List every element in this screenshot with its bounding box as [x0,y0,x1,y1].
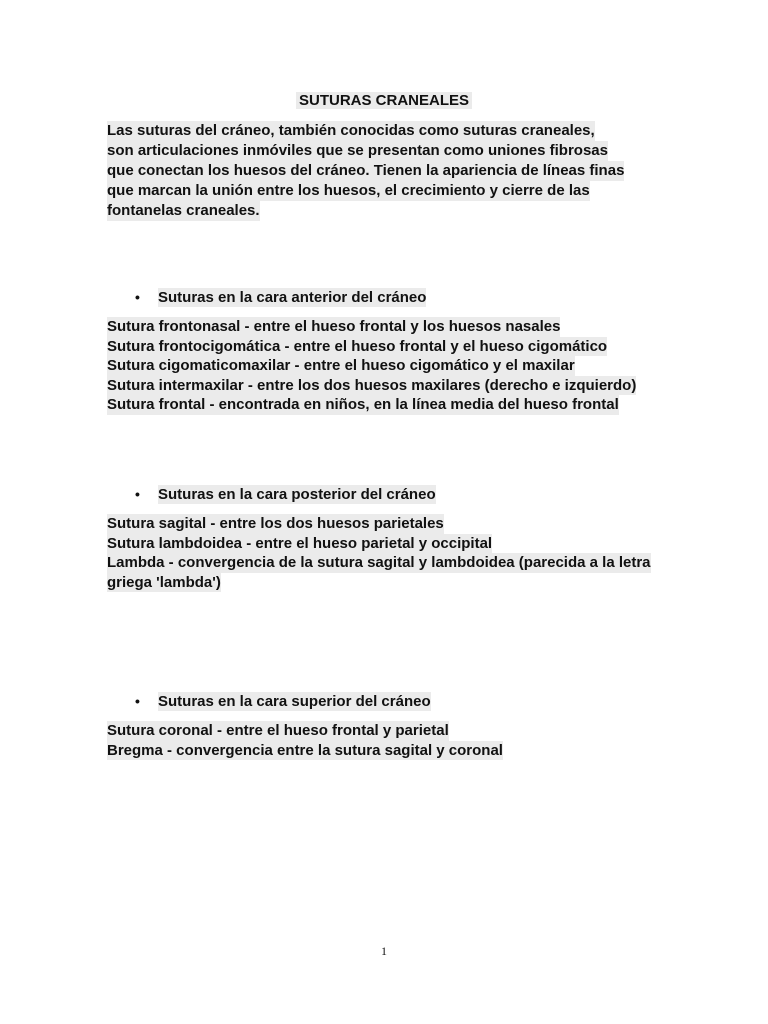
suture-line [107,741,667,761]
intro-line-text: que marcan la unión entre los huesos, el crecimiento y cierre de las [107,182,590,199]
suture-line-text: Bregma - convergencia entre la sutura sagital y coronal [107,741,503,759]
suture-line [107,721,667,741]
intro-line [107,181,667,201]
suture-line-text: Sutura intermaxilar - entre los dos huesos maxilares (derecho e izquierdo) [107,376,637,394]
suture-line-text: Sutura cigomaticomaxilar - entre el hueso cigomático y el maxilar [107,357,575,374]
intro-line-text: Las suturas del cráneo, también conocidas como suturas craneales, [107,122,595,139]
bullet-icon: • [135,486,140,502]
suture-line [107,317,667,337]
section-heading-text: Suturas en la cara posterior del cráneo [158,486,436,503]
page-title [0,91,768,110]
suture-line [107,514,667,534]
intro-line [107,201,667,221]
section-lines [107,514,667,592]
section-heading-text: Suturas en la cara superior del cráneo [158,693,431,710]
suture-line-text: Sutura frontal - encontrada en niños, en la línea media del hueso frontal [107,396,619,413]
bullet-icon: • [135,289,140,305]
intro-line [107,121,667,141]
suture-line [107,337,667,357]
section-lines [107,317,667,415]
intro-line-text: fontanelas craneales. [107,202,260,219]
suture-line-text: Sutura lambdoidea - entre el hueso parietal y occipital [107,534,493,552]
bullet-icon: • [135,693,140,709]
title-text: SUTURAS CRANEALES [296,92,472,109]
suture-line [107,534,667,554]
suture-line [107,553,667,573]
suture-line-text: Sutura frontonasal - entre el hueso frontal y los huesos nasales [107,318,561,335]
suture-line-text: griega 'lambda') [107,573,221,591]
section-heading-text: Suturas en la cara anterior del cráneo [158,289,427,306]
suture-line-text: Lambda - convergencia de la sutura sagital y lambdoidea (parecida a la letra [107,554,651,571]
suture-line-text: Sutura frontocigomática - entre el hueso frontal y el hueso cigomático [107,337,608,355]
page-number: 1 [381,944,387,958]
intro-line-text: que conectan los huesos del cráneo. Tienen la apariencia de líneas finas [107,162,625,179]
suture-line [107,573,667,593]
suture-line [107,395,667,415]
section-lines [107,721,667,760]
suture-line-text: Sutura sagital - entre los dos huesos parietales [107,515,444,532]
suture-line [107,356,667,376]
intro-line-text: son articulaciones inmóviles que se presentan como uniones fibrosas [107,142,608,159]
suture-line-text: Sutura coronal - entre el hueso frontal y parietal [107,722,449,739]
intro-line [107,161,667,181]
intro-paragraph [107,121,667,221]
suture-line [107,376,667,396]
intro-line [107,141,667,161]
